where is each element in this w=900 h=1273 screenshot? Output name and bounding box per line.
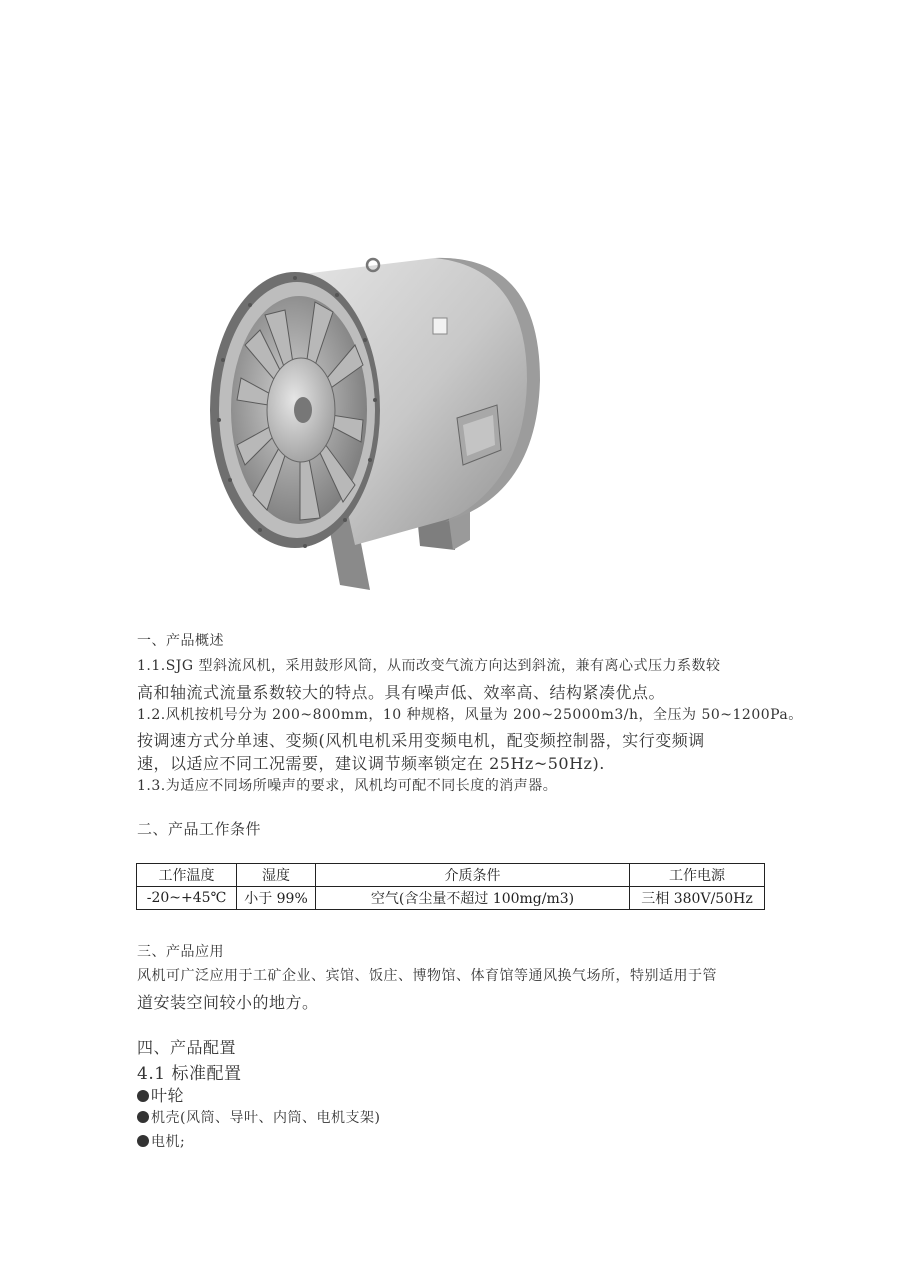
- list-item: 叶轮: [137, 1083, 184, 1106]
- paragraph-1-2-line3: 速，以适应不同工况需要，建议调节频率锁定在 25Hz~50Hz).: [137, 754, 605, 773]
- table-row: [137, 887, 765, 910]
- section-heading-configuration: 四、产品配置: [137, 1038, 237, 1057]
- bullet-icon: [137, 1111, 149, 1123]
- table-cell: -20~+45℃: [137, 887, 237, 910]
- subheading-standard-config: 4.1 标准配置: [137, 1064, 242, 1084]
- list-item: 机壳(风筒、导叶、内筒、电机支架): [137, 1107, 380, 1127]
- paragraph-1-1-line1: 1.1.SJG 型斜流风机，采用鼓形风筒，从而改变气流方向达到斜流，兼有离心式压力系数较: [137, 658, 721, 674]
- paragraph-1-2-line2: 按调速方式分单速、变频(风机电机采用变频电机，配变频控制器，实行变频调: [137, 731, 705, 750]
- paragraph-1-3-line1: 1.3.为适应不同场所噪声的要求，风机均可配不同长度的消声器。: [137, 778, 558, 794]
- bullet-icon: [137, 1090, 149, 1102]
- working-conditions-table: [136, 863, 765, 910]
- fan-product-photo: [205, 250, 545, 595]
- table-header-cell: 工作电源: [630, 864, 765, 887]
- table-header-cell: 湿度: [237, 864, 316, 887]
- paragraph-1-1-line2: 高和轴流式流量系数较大的特点。具有噪声低、效率高、结构紧凑优点。: [137, 683, 666, 702]
- table-header-cell: 介质条件: [316, 864, 630, 887]
- bullet-icon: [137, 1135, 149, 1147]
- section-heading-applications: 三、产品应用: [137, 944, 224, 960]
- applications-line2: 道安装空间较小的地方。: [137, 993, 319, 1012]
- section-heading-overview: 一、产品概述: [137, 633, 224, 649]
- paragraph-1-2-line1: 1.2.风机按机号分为 200~800mm，10 种规格，风量为 200~25000m3/h，全压为 50~1200Pa。: [137, 707, 803, 723]
- table-cell: 空气(含尘量不超过 100mg/m3): [316, 887, 630, 910]
- applications-line1: 风机可广泛应用于工矿企业、宾馆、饭庄、博物馆、体育馆等通风换气场所，特别适用于管: [137, 968, 717, 984]
- table-header-cell: 工作温度: [137, 864, 237, 887]
- table-header-row: [137, 864, 765, 887]
- section-heading-working-conditions: 二、产品工作条件: [137, 820, 262, 838]
- table-cell: 三相 380V/50Hz: [630, 887, 765, 910]
- list-item: 电机;: [137, 1131, 185, 1151]
- table-cell: 小于 99%: [237, 887, 316, 910]
